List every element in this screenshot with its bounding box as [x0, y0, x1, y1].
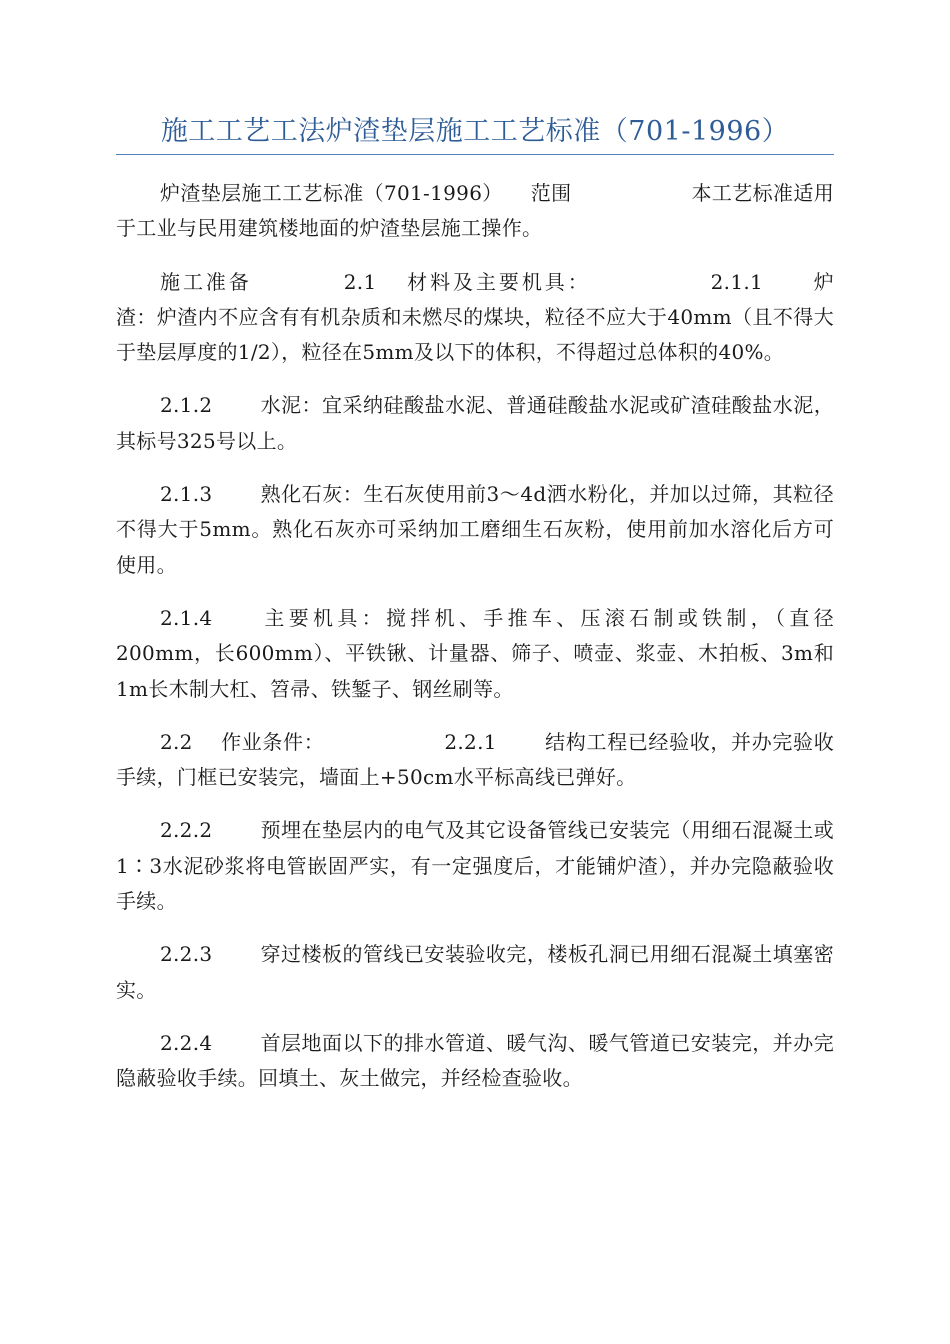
section-number: 2.1.1: [710, 269, 764, 294]
section-number: 2.2.2: [160, 818, 213, 843]
paragraph-text: 首层地面以下的排水管道、暖气沟、暖气管道已安装完，并办完隐蔽验收手续。回填土、灰土做完，并经检查验收。: [116, 1030, 834, 1091]
paragraph-2-2-2: [116, 813, 834, 919]
paragraph-text: 炉渣：炉渣内不应含有有机杂质和未燃尽的煤块，粒径不应大于40mm（且不得大于垫层厚度的1/2），粒径在5mm及以下的体积，不得超过总体积的40%。: [116, 269, 834, 365]
section-number: 2.2: [160, 729, 193, 754]
section-number: 2.1: [343, 269, 377, 294]
paragraph-2-1-4: [116, 601, 834, 707]
section-number: 2.2.1: [444, 729, 497, 754]
section-heading-preparation: 施工准备: [160, 269, 252, 294]
paragraph-2-2-3: [116, 937, 834, 1008]
paragraph-text: 主要机具：搅拌机、手推车、压滚石制或铁制，（直径200mm，长600mm）、平铁锹、计量器、筛子、喷壶、浆壶、木拍板、3m和1m长木制大杠、笤帚、铁錾子、钢丝刷等。: [116, 605, 834, 701]
section-heading-conditions: 作业条件：: [220, 729, 325, 754]
section-heading-scope: 范围: [530, 181, 572, 205]
paragraph-text: 水泥：宜采纳硅酸盐水泥、普通硅酸盐水泥或矿渣硅酸盐水泥，其标号325号以上。: [116, 393, 834, 453]
section-number: 2.1.3: [160, 482, 213, 507]
paragraph-2-1-2: [116, 388, 834, 459]
paragraph-2-2-4: [116, 1026, 834, 1097]
section-number: 2.1.2: [160, 393, 213, 418]
document-body: [116, 176, 834, 1115]
section-heading-materials: 材料及主要机具：: [404, 269, 591, 294]
paragraph-2-1-3: [116, 477, 834, 583]
paragraph-2-2-1: [116, 725, 834, 796]
section-number: 2.2.3: [160, 942, 213, 967]
paragraph-text: 穿过楼板的管线已安装验收完，楼板孔洞已用细石混凝土填塞密实。: [116, 942, 834, 1002]
document-title: 施工工艺工法炉渣垫层施工工艺标准（701-1996）: [160, 116, 790, 147]
paragraph-text: 结构工程已经验收，并办完验收手续，门框已安装完，墙面上+50cm水平标高线已弹好。: [116, 729, 834, 790]
standard-name: 炉渣垫层施工工艺标准（701-1996）: [160, 181, 503, 205]
scope-text: 本工艺标准适用于工业与民用建筑楼地面的炉渣垫层施工操作。: [116, 181, 834, 241]
paragraph-text: 熟化石灰：生石灰使用前3～4d洒水粉化，并加以过筛，其粒径不得大于5mm。熟化石灰亦可采纳加工磨细生石灰粉，使用前加水溶化后方可使用。: [116, 482, 834, 577]
paragraph-2-1-1: [116, 265, 834, 371]
paragraph-scope: [116, 176, 834, 247]
paragraph-text: 预埋在垫层内的电气及其它设备管线已安装完（用细石混凝土或1∶3水泥砂浆将电管嵌固严实，有一定强度后，才能铺炉渣），并办完隐蔽验收手续。: [116, 818, 834, 914]
title-underline: [116, 154, 834, 155]
section-number: 2.1.4: [160, 605, 213, 630]
section-number: 2.2.4: [160, 1030, 213, 1055]
